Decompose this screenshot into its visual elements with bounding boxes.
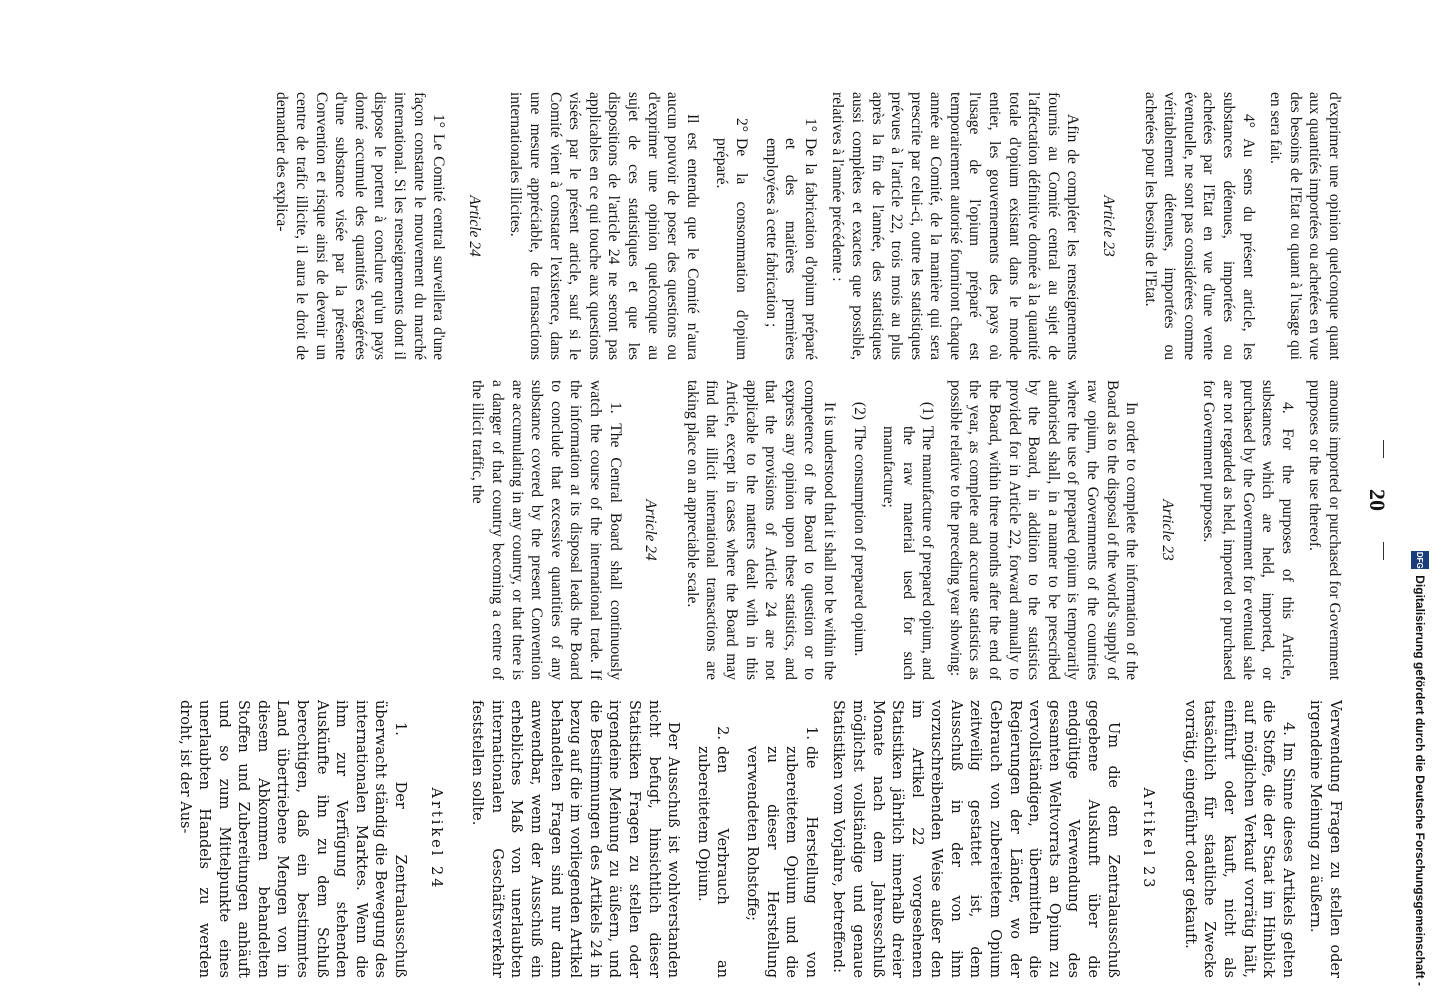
fr-article-24-heading: Article 24 (465, 195, 483, 257)
german-column (166, 700, 1344, 978)
french-column (264, 92, 1344, 360)
de-item-1-number: 1. (802, 726, 819, 740)
en-intro-paragraph: amounts imported or purchased for Government purposes or the use thereof. (1306, 380, 1343, 680)
en-article-23-heading: Article 23 (1158, 499, 1176, 561)
digitization-credit (1406, 0, 1434, 1000)
fr-item-2-text: De la consommation d'opium préparé. (713, 138, 750, 360)
de-article-24-paragraph: 1. Der Zentralausschuß überwacht ständig die Bewegung des internationalen Marktes. Wenn die ihm zur Verfügung stehenden Auskünfte ihn zu dem Schluß berechtigen, daß ein bestimmtes Land übertriebene Mengen von in diesem Abkommen behandelten Stoffen und Zubereitungen anhäuft und so zum Mittelpunkte eines unerlaubten Handels zu werden droht, ist der Aus- (176, 700, 409, 978)
en-item-2-text: The consumption of prepared opium. (850, 426, 868, 657)
english-column (460, 380, 1344, 680)
en-list-item-2 (849, 380, 869, 680)
fr-item-2-number: 2° (732, 118, 750, 132)
de-item-2-number: 2. (714, 726, 731, 740)
de-article-23-heading: Artikel 23 (1140, 787, 1157, 891)
fr-intro-paragraph: d'exprimer une opinion quelconque quant aux quantités importées ou achetées en vue des besoins de l'Etat ou quant à l'usage qui en sera fait. (1267, 92, 1343, 360)
en-item-1-number: (1) (919, 401, 937, 420)
dfg-logo: DFG (1411, 551, 1429, 569)
de-item-2-text: den Verbrauch an zubereitetem Opium. (694, 746, 731, 978)
fr-paragraph-4: 4° Au sens du présent article, les substances détenues, importées ou achetées par l'Etat en vue d'une vente éventuelle, ne sont pas considérées comme véritablement détenues, importées ou achetées pour les besoins de l'Etat. (1141, 92, 1257, 360)
de-list-item-1 (741, 700, 819, 978)
fr-item-1-text: De la fabrication d'opium préparé et des matières premières employées à cette fabrication ; (762, 138, 819, 360)
en-list-item-1 (879, 380, 938, 680)
fr-item-1-number: 1° (801, 118, 819, 132)
fr-article-23-paragraph-2: Il est entendu que le Comité n'aura aucun pouvoir de poser des questions ou d'exprimer une opinion quelconque au sujet de ces statistiques et que les dispositions de l'article 24 ne seront pas applicables en ce qui touche aux questions visées par le présent article, sauf si le Comité vient à constater l'existence, dans une mesure appréciable, de transactions internationales illicites. (507, 92, 701, 360)
de-intro-paragraph: Verwendung Fragen zu stellen oder irgendeine Meinung zu äußern. (1307, 700, 1343, 978)
de-list-item-2 (692, 700, 731, 978)
fr-article-23-heading: Article 23 (1100, 195, 1118, 257)
de-paragraph-4: 4. Im Sinne dieses Artikels gelten die Stoffe, die der Staat im Hinblick auf möglichen Verkauf vorrätig hält, einführt oder kauft, nicht als tatsächlich für staatliche Zwecke vorrätig, eingeführt oder gekauft. (1181, 700, 1296, 978)
en-article-23-paragraph-2: It is understood that it shall not be within the competence of the Board to question or to express any opinion upon these statistics, and that the provisions of Article 24 are not applicable to the matters dealt with in this Article, except in cases where the Board may find that illicit international transactions are taking place on an appreciable scale. (683, 380, 838, 680)
en-paragraph-4: 4. For the purposes of this Article, substances which are held, imported, or purchased by the Government for eventual sale are not regarded as held, imported or purchased for Government purposes. (1200, 380, 1296, 680)
fr-list-item-2 (712, 92, 751, 360)
de-article-23-paragraph-2: Der Ausschuß ist wohlverstanden nicht befugt, hinsichtlich dieser Statistiken Fragen zu stellen oder irgendeine Meinung zu äußern, und die Bestimmungen des Artikels 24 in bezug auf die im vorliegenden Artikel behandelten Fragen sind nur dann anwendbar, wenn der Ausschuß ein erhebliches Maß von unerlaubten internationalen Geschäftsverkehr feststellen sollte. (469, 700, 682, 978)
credit-text: Digitalisierung gefördert durch die Deutsche Forschungsgemeinschaft - (1413, 575, 1427, 986)
en-article-23-paragraph: In order to complete the information of the Board as to the disposal of the world's supply of raw opium, the Governments of the countries where the use of prepared opium is temporarily authorised shall, in a manner to be prescribed by the Board, in addition to the statistics provided for in Article 22, forward annually to the Board, within three months after the end of the year, as complete and accurate statistics as possible relative to the preceding year showing: (946, 380, 1141, 680)
en-item-2-number: (2) (850, 401, 868, 420)
fr-article-23-paragraph: Afin de compléter les renseignements fournis au Comité central au sujet de l'affectation définitive donnée à la quantité totale d'opium existant dans le monde entier, les gouvernements des pays où l'usage de l'opium préparé est temporairement autorisé fourniront chaque année au Comité, de la manière qui sera prescrite par celui-ci, outre les statistiques prévues à l'article 22, trois mois au plus après la fin de l'année, des statistiques aussi complètes et exactes que possible, relatives à l'année précédente : (829, 92, 1082, 360)
de-article-24-heading: Artikel 24 (427, 787, 444, 891)
en-article-24-paragraph: 1. The Central Board shall continuously watch the course of the international trade. If the information at its disposal leads the Board to conclude that excessive quantities of any substance covered by the present Convention are accumulating in any country, or that there is a danger of that country becoming a centre of the illicit traffic, the (469, 380, 624, 680)
fr-list-item-1 (761, 92, 820, 360)
en-article-24-heading: Article 24 (642, 499, 660, 561)
fr-article-24-paragraph: 1° Le Comité central surveillera d'une façon constante le mouvement du marché international. Si les renseignements dont il dispose le portent à conclure qu'un pays donné accumule des quantités exagérées d'une substance visée par la présente Convention et risque ainsi de devenir un centre de trafic illicite, il aura le droit de demander des explica- (273, 92, 448, 360)
de-item-1-text: die Herstellung von zubereitetem Opium und die zu dieser Herstellung verwendeten Rohstoffe; (743, 746, 819, 978)
page-number: 20 (1365, 489, 1390, 511)
en-item-1-text: The manufacture of prepared opium, and the raw material used for such manufacture; (880, 426, 937, 680)
de-article-23-paragraph: Um die dem Zentralausschuß gegebene Auskunft über die endgültige Verwendung des gesamten Weltvorrats an Opium zu vervollständigen, übermitteln die Regierungen der Länder, wo der Gebrauch von zubereitetem Opium zeitweilig gestattet ist, dem Ausschuß in der von ihm vorzuschreibenden Weise außer den im Artikel 22 vorgesehenen Statistiken jährlich innerhalb dreier Monate nach dem Jahresschluß möglichst vollständige und genaue Statistiken vom Vorjahre, betreffend: (830, 700, 1121, 978)
